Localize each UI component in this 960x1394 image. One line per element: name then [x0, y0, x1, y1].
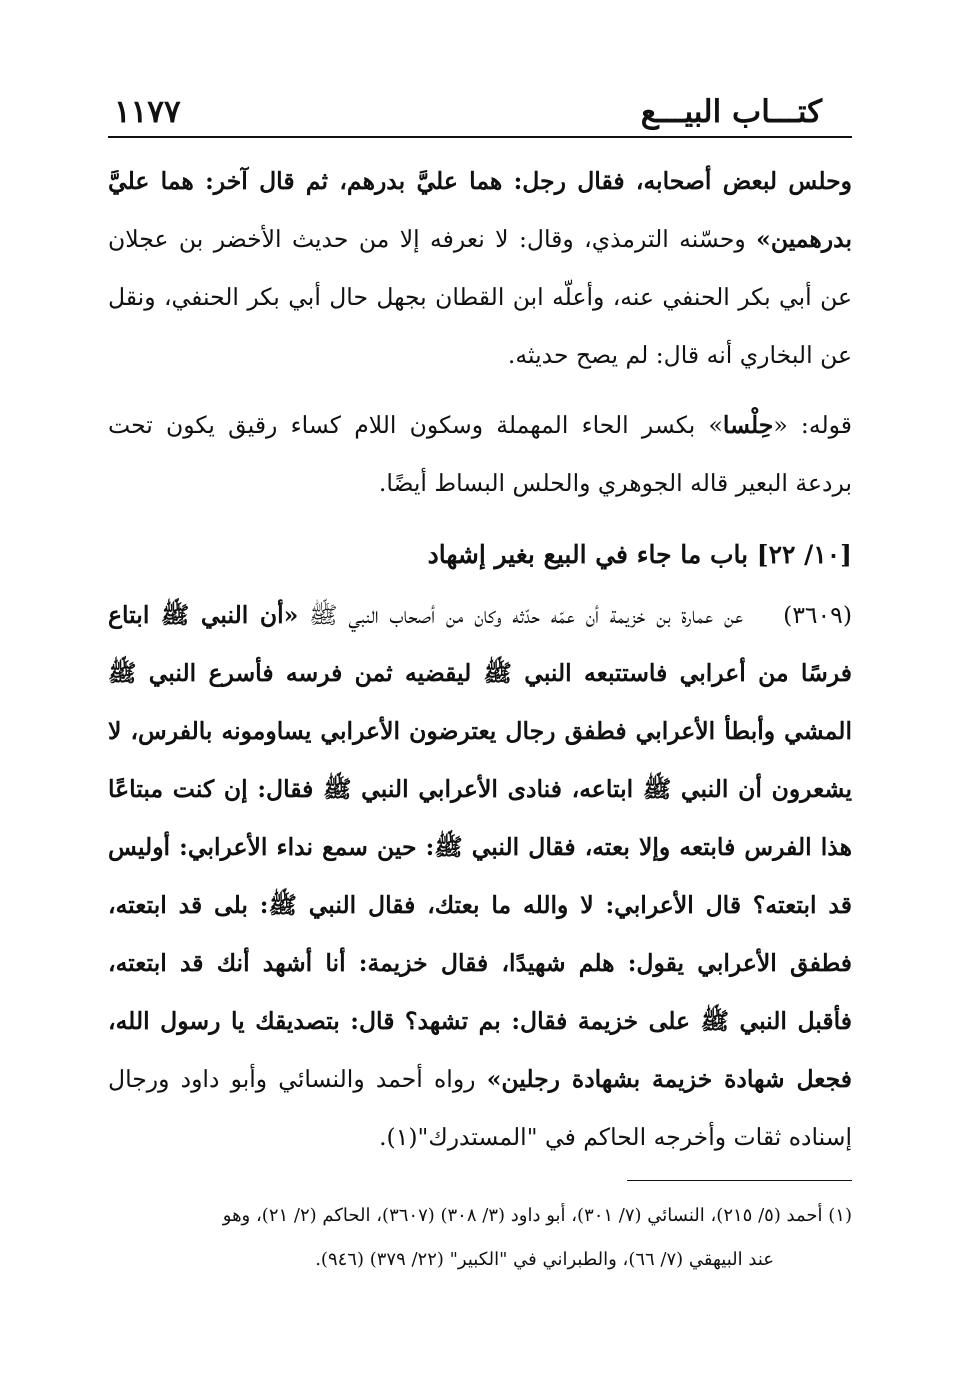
paragraph-lead: قوله: « [773, 411, 852, 439]
book-page [108, 92, 852, 1394]
hadith-text: «أن النبي ﷺ ابتاع فرسًا من أعرابي فاستتبعه النبي ﷺ ليقضيه ثمن فرسه فأسرع النبي ﷺ المشي وأبطأ الأعرابي فطفق رجال يعترضون الأعرابي يساومونه بالفرس، لا يشعرون أن النبي ﷺ ابتاعه، فنادى الأعرابي النبي ﷺ فقال: إن كنت مبتاعًا هذا الفرس فابتعه وإلا بعته، فقال النبي ﷺ: حين سمع نداء الأعرابي: أوليس قد ابتعته؟ قال الأعرابي: لا والله ما بعتك، فقال النبي ﷺ: بلى قد ابتعته، فطفق الأعرابي يقول: هلم شهيدًا، فقال خزيمة: أنا أشهد أنك قد ابتعته، فأقبل النبي ﷺ على خزيمة فقال: بم تشهد؟ قال: بتصديقك يا رسول الله، فجعل شهادة خزيمة بشهادة رجلين» [108, 601, 852, 1093]
footnotes [108, 1194, 852, 1282]
page-number: ١١٧٧ [114, 94, 181, 130]
running-title: كتـــاب البيـــع [640, 94, 822, 130]
paragraph-takhrij [108, 152, 852, 384]
hadith-source: رواه أحمد والنسائي وأبو داود ورجال إسناده ثقات وأخرجه الحاكم في "المستدرك"(١). [108, 1065, 852, 1151]
page-body [108, 152, 852, 1166]
footnote-line: عند البيهقي (٧/ ٦٦)، والطبراني في "الكبير" (٢٢/ ٣٧٩) (٩٤٦). [315, 1249, 774, 1270]
explained-word: حِلْسا [722, 411, 774, 439]
paragraph-explanation [108, 396, 852, 512]
page-header [108, 92, 852, 138]
footnote-divider [627, 1180, 852, 1181]
footnote-line: (١) أحمد (٥/ ٢١٥)، النسائي (٧/ ٣٠١)، أبو داود (٣/ ٣٠٨) (٣٦٠٧)، الحاكم (٢/ ٢١)، وهو [222, 1205, 852, 1226]
hadith-intro: عن عمارة بن خزيمة أن عمّه حدّثه وكان من أصحاب النبي ﷺ [309, 601, 744, 629]
hadith-paragraph [108, 586, 852, 1166]
paragraph-text: وحسّنه الترمذي، وقال: لا نعرفه إلا من حديث الأخضر بن عجلان عن أبي بكر الحنفي عنه، وأعلّه ابن القطان بجهل حال أبي بكر الحنفي، ونقل عن البخاري أنه قال: لم يصح حديثه. [108, 225, 852, 369]
paragraph-text: » بكسر الحاء المهملة وسكون اللام كساء رقيق يكون تحت بردعة البعير قاله الجوهري والحلس البساط أيضًا. [108, 411, 852, 497]
hadith-number: (٣٦٠٩) [783, 601, 852, 629]
hadith-tail-bold: وحلس لبعض أصحابه، فقال رجل: هما عليَّ بدرهم، ثم قال آخر: هما عليَّ بدرهمين» [108, 167, 852, 253]
chapter-heading: [١٠/ ٢٢] باب ما جاء في البيع بغير إشهاد [427, 540, 852, 569]
